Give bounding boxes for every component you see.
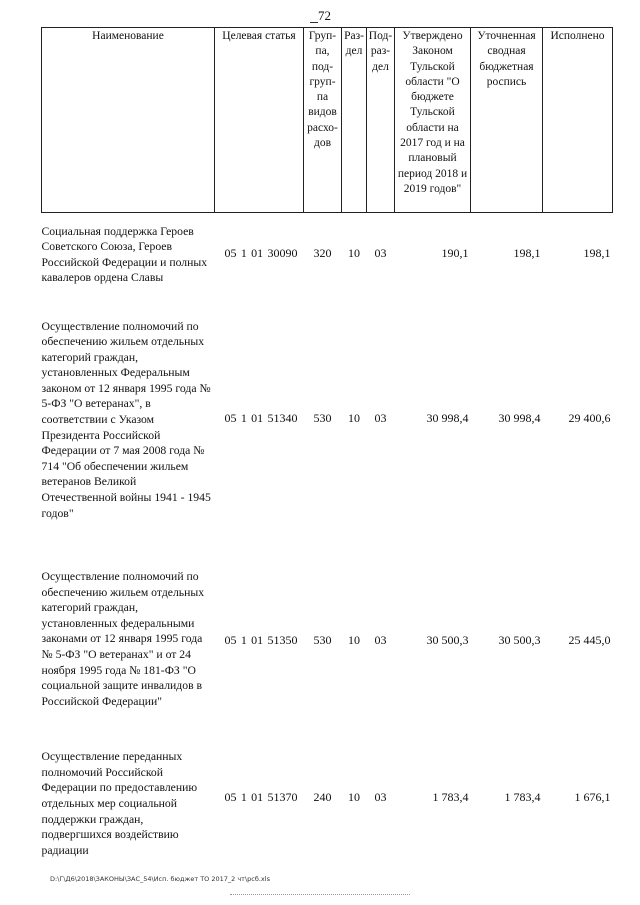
row-executed: 29 400,6 (568, 411, 611, 426)
table-row (42, 543, 613, 737)
row-refined: 30 998,4 (498, 411, 541, 426)
target-sub: 1 (240, 790, 247, 805)
row-group: 530 (313, 411, 332, 426)
row-target (215, 737, 304, 858)
target-sub: 1 (240, 411, 247, 426)
file-path-footer: D:\Г\Д6\2018\ЗАКОНЫ\ЗАС_54\Исп. бюджет ТО 2017_2 чт\рсб.xls (50, 875, 270, 883)
header-approved: Утверждено Законом Тульской области "О бюджете Тульской области на 2017 год и на плановый период 2018 и 2019 годов" (395, 28, 471, 213)
row-refined: 1 783,4 (504, 790, 541, 805)
target-main: 01 (251, 246, 264, 261)
table-row (42, 737, 613, 858)
target-code: 51350 (267, 632, 298, 647)
target-main: 01 (251, 790, 264, 805)
target-code: 30090 (267, 246, 298, 261)
target-main: 01 (251, 632, 264, 647)
page-number-underline (310, 22, 318, 23)
row-approved: 1 783,4 (432, 790, 469, 805)
row-name: Социальная поддержка Героев Советского Союза, Героев Российской Федерации и полных кавалеров ордена Славы (41, 224, 208, 285)
header-target: Целевая статья (215, 28, 304, 213)
row-section: 10 (348, 246, 360, 261)
header-group: Груп-па, под-груп-па видов расхо-дов (304, 28, 342, 213)
target-main: 01 (251, 411, 264, 426)
row-subsection: 03 (374, 632, 387, 647)
budget-table (41, 27, 613, 858)
row-subsection: 03 (374, 790, 387, 805)
header-refined: Уточненная сводная бюджетная роспись (471, 28, 543, 213)
row-group: 320 (313, 246, 332, 261)
footer-rule (230, 894, 410, 895)
target-sub: 1 (240, 632, 247, 647)
target-program: 05 (224, 790, 237, 805)
table-row (42, 213, 613, 295)
target-program: 05 (224, 632, 237, 647)
row-approved: 190,1 (441, 246, 469, 261)
header-subsection: Под-раз-дел (367, 28, 395, 213)
row-target (215, 295, 304, 544)
row-section: 10 (348, 411, 360, 426)
row-executed: 25 445,0 (568, 632, 611, 647)
target-program: 05 (224, 246, 237, 261)
target-code: 51370 (267, 790, 298, 805)
target-code: 51340 (267, 411, 298, 426)
row-group: 240 (313, 790, 332, 805)
row-executed: 1 676,1 (574, 790, 611, 805)
row-subsection: 03 (374, 246, 387, 261)
row-approved: 30 998,4 (426, 411, 469, 426)
row-group: 530 (313, 632, 332, 647)
row-target (215, 543, 304, 737)
page-number: 72 (318, 8, 331, 23)
row-refined: 198,1 (513, 246, 541, 261)
row-section: 10 (348, 790, 360, 805)
target-program: 05 (224, 411, 237, 426)
table-header-row (42, 28, 613, 213)
row-executed: 198,1 (583, 246, 611, 261)
row-section: 10 (348, 632, 360, 647)
row-approved: 30 500,3 (426, 632, 469, 647)
header-section: Раз-дел (342, 28, 367, 213)
target-sub: 1 (240, 246, 247, 261)
row-name: Осуществление полномочий по обеспечению жильем отдельных категорий граждан, установленных Федеральным законом от 12 января 1995 года № 5-ФЗ "О ветеранах", в соответствии с Указом Президента Российской Федерации от 7 мая 2008 года № 714 "Об обеспечении жильем ветеранов Великой Отечественной войны 1941 - 1945 годов" (41, 319, 211, 520)
row-name: Осуществление полномочий по обеспечению жильем отдельных категорий граждан, установленных федеральными законами от 12 января 1995 года № 5-ФЗ "О ветеранах" и от 24 ноября 1995 года № 181-ФЗ "О социальной защите инвалидов в Российской Федерации" (41, 570, 205, 708)
header-name: Наименование (42, 28, 215, 213)
row-target (215, 213, 304, 295)
row-refined: 30 500,3 (498, 632, 541, 647)
table-row (42, 295, 613, 544)
header-executed: Исполнено (543, 28, 613, 213)
row-name: Осуществление переданных полномочий Российской Федерации по предоставлению отдельных мер социальной поддержки граждан, подвергшихся воздействию радиации (41, 750, 198, 857)
row-subsection: 03 (374, 411, 387, 426)
